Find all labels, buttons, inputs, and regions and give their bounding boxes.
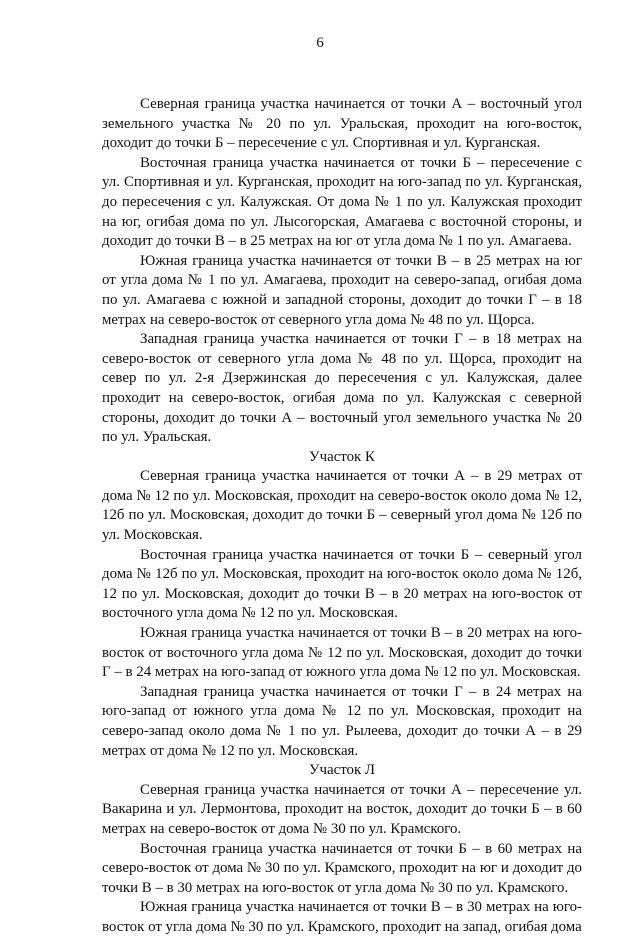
- section-heading: Участок К: [309, 448, 375, 465]
- paragraph: Северная граница участка начинается от точки А – восточный угол земельного участка № 20 по ул. Уральская, проходит на юго-восток, доходит до точки Б – пересечение с ул. Спортивная и ул. Курганская.: [102, 96, 582, 152]
- document-body: [102, 95, 582, 938]
- page-number: 6: [316, 35, 324, 51]
- paragraph: Восточная граница участка начинается от точки Б – пересечение с ул. Спортивная и ул. Курганская, проходит на юго-запад по ул. Курганская, до пересечения с ул. Калужская. От дома № 1 по ул. Калужская проходит на юг, огибая дома по ул. Лысогорская, Амагаева с восточной стороны, и доходит до точки В – в 25 метрах на юг от угла дома № 1 по ул. Амагаева.: [102, 154, 582, 250]
- paragraph: Северная граница участка начинается от точки А – пересечение ул. Вакарина и ул. Лермонтова, проходит на восток, доходит до точки Б – в 60 метрах на северо-восток от дома № 30 по ул. Крамского.: [102, 781, 582, 837]
- paragraph: Западная граница участка начинается от точки Г – в 24 метрах на юго-запад от южного угла дома № 12 по ул. Московская, проходит на северо-запад около дома № 1 по ул. Рылеева, доходит до точки А – в 29 метрах от дома № 12 по ул. Московская.: [102, 683, 582, 759]
- paragraph: Южная граница участка начинается от точки В – в 25 метрах на юг от угла дома № 1 по ул. Амагаева, проходит на северо-запад, огибая дома по ул. Амагаева с южной и западной стороны, доходит до точки Г – в 18 метрах на северо-восток от северного угла дома № 48 по ул. Щорса.: [102, 252, 582, 328]
- paragraph: Южная граница участка начинается от точки В – в 20 метрах на юго-восток от восточного угла дома № 12 по ул. Московская, доходит до точки Г – в 24 метрах на юго-запад от южного угла дома № 12 по ул. Московская.: [102, 625, 582, 681]
- section-heading: Участок Л: [308, 762, 376, 779]
- paragraph: Восточная граница участка начинается от точки Б – в 60 метрах на северо-восток от дома № 30 по ул. Крамского, проходит на юг и доходит до точки В – в 30 метрах на юго-восток от угла дома № 30 по ул. Крамского.: [102, 840, 582, 896]
- paragraph: Южная граница участка начинается от точки В – в 30 метрах на юго-восток от угла дома № 30 по ул. Крамского, проходит на запад, огибая дома: [102, 899, 582, 935]
- paragraph: Восточная граница участка начинается от точки Б – северный угол дома № 12б по ул. Московская, проходит на юго-восток около дома № 12б, 12 по ул. Московская, доходит до точки В – в 20 метрах на юго-восток от восточного угла дома № 12 по ул. Московская.: [102, 546, 582, 622]
- paragraph: Западная граница участка начинается от точки Г – в 18 метрах на северо-восток от северного угла дома № 48 по ул. Щорса, проходит на север по ул. 2-я Дзержинская до пересечения с ул. Калужская, далее проходит на северо-восток, огибая дома по ул. Калужская с северной стороны, доходит до точки А – восточный угол земельного участка № 20 по ул. Уральская.: [102, 331, 582, 446]
- paragraph: Северная граница участка начинается от точки А – в 29 метрах от дома № 12 по ул. Московская, проходит на северо-восток около дома № 12, 12б по ул. Московская, доходит до точки Б – северный угол дома № 12б по ул. Московская.: [102, 468, 582, 544]
